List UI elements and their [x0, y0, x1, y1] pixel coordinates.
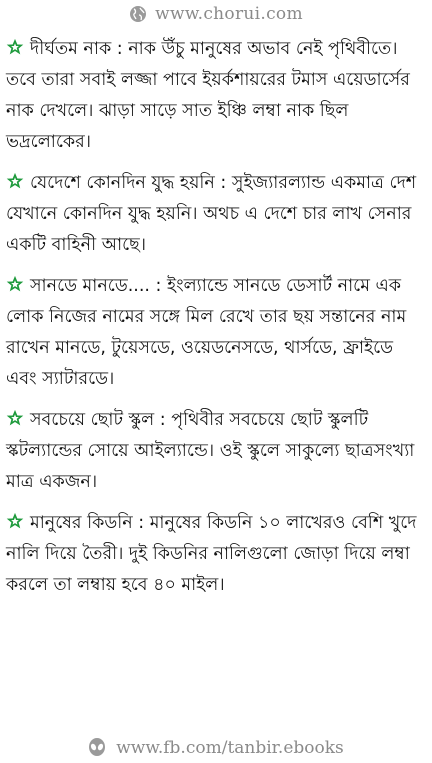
fact-text: যেদেশে কোনদিন যুদ্ধ হয়নি : সুইজ্যারল্যান্ড একমাত্র দেশ যেখানে কোনদিন যুদ্ধ হয়নি। অথচ এ দেশে চার লাখ সেনার একটি বাহিনী আছে।: [6, 173, 417, 255]
star-icon: [6, 172, 24, 190]
fact-text: সানডে মানডে.... : ইংল্যান্ডে সানডে ডেসার্ট নামে এক লোক নিজের নামের সঙ্গে মিল রেখে তার ছয় সন্তানের নাম রাখেন মানডে, টুয়েসডে, ওয়েডনেসডে, থার্সডে, ফ্রাইডে এবং স্যাটারডে।: [6, 276, 407, 389]
article-body: [6, 34, 426, 611]
fact-text: দীর্ঘতম নাক : নাক উঁচু মানুষের অভাব নেই পৃথিবীতে। তবে তারা সবাই লজ্জা পাবে ইয়র্কশায়রের টমাস এয়েডার্সের নাক দেখলে। ঝাড়া সাড়ে সাত ইঞ্চি লম্বা নাক ছিল ভদ্রলোকের।: [6, 39, 410, 152]
fact-paragraph: [6, 168, 426, 261]
fact-paragraph: [6, 271, 426, 395]
fact-text: মানুষের কিডনি : মানুষের কিডনি ১০ লাখেরও বেশি খুদে নালি দিয়ে তৈরী। দুই কিডনির নালিগুলো জোড়া দিয়ে লম্বা করলে তা লম্বায় হবে ৪০ মাইল।: [6, 513, 417, 595]
star-icon: [6, 275, 24, 293]
footer-watermark: [0, 736, 432, 760]
alien-head-icon: [88, 738, 106, 758]
fact-text: সবচেয়ে ছোট স্কুল : পৃথিবীর সবচেয়ে ছোট স্কুলটি স্কটল্যান্ডের সোয়ে আইল্যান্ডে। ওই স্কুলে সাকুল্যে ছাত্রসংখ্যা মাত্র একজন।: [6, 410, 415, 492]
fact-paragraph: [6, 34, 426, 158]
fact-paragraph: [6, 508, 426, 601]
header-url: www.chorui.com: [155, 4, 303, 24]
star-icon: [6, 38, 24, 56]
fact-paragraph: [6, 405, 426, 498]
header-watermark: [0, 2, 432, 26]
star-icon: [6, 409, 24, 427]
star-icon: [6, 512, 24, 530]
globe-icon: [129, 5, 147, 23]
footer-url: www.fb.com/tanbir.ebooks: [116, 738, 344, 758]
